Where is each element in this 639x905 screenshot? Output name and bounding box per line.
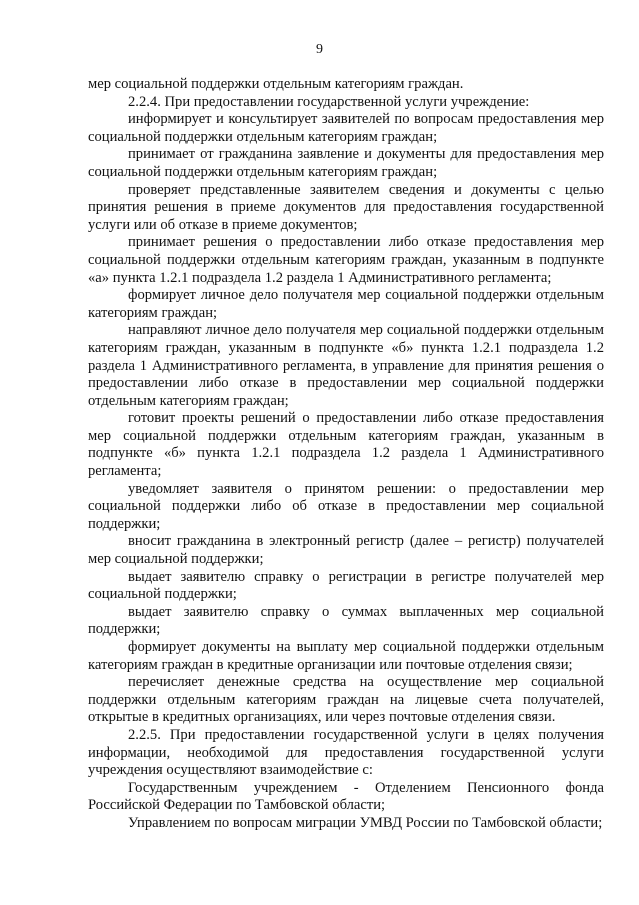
- paragraph: выдает заявителю справку о суммах выплаченных мер социальной поддержки;: [88, 603, 604, 638]
- paragraph: 2.2.4. При предоставлении государственной услуги учреждение:: [128, 93, 530, 110]
- paragraph: направляют личное дело получателя мер социальной поддержки отдельным категориям граждан, указанным в подпункте «б» пункта 1.2.1 подраздела 1.2 раздела 1 Административного регламента, в управление для принятия решения о предоставлении либо отказе в предоставлении мер социальной поддержки отдельным категориям граждан;: [88, 322, 604, 409]
- paragraph: уведомляет заявителя о принятом решении: о предоставлении мер социальной поддержки либо об отказе в предоставлении мер социальной поддержки;: [88, 480, 604, 532]
- paragraph: выдает заявителю справку о регистрации в регистре получателей мер социальной поддержки;: [88, 568, 604, 603]
- paragraph: Государственным учреждением - Отделением Пенсионного фонда Российской Федерации по Тамбовской области;: [88, 779, 604, 814]
- paragraph: проверяет представленные заявителем сведения и документы с целью принятия решения в приеме документов для предоставления государственной услуги или об отказе в приеме документов;: [88, 181, 604, 233]
- paragraph: Управлением по вопросам миграции УМВД России по Тамбовской области;: [128, 814, 603, 831]
- paragraph: перечисляет денежные средства на осуществление мер социальной поддержки отдельным категориям граждан на лицевые счета получателей, открытые в кредитных организациях, или через почтовые отделения связи.: [88, 674, 604, 726]
- paragraph: принимает решения о предоставлении либо отказе предоставления мер социальной поддержки отдельным категориям граждан, указанным в подпункте «а» пункта 1.2.1 подраздела 1.2 раздела 1 Административного регламента;: [88, 234, 604, 286]
- paragraph: вносит гражданина в электронный регистр (далее – регистр) получателей мер социальной поддержки;: [88, 533, 604, 568]
- paragraph: информирует и консультирует заявителей по вопросам предоставления мер социальной поддержки отдельным категориям граждан;: [88, 111, 604, 145]
- paragraph: готовит проекты решений о предоставлении либо отказе предоставления мер социальной поддержки отдельным категориям граждан, указанным в подпункте «б» пункта 1.2.1 подраздела 1.2 раздела 1 Административного регламента;: [88, 410, 604, 480]
- paragraph: 2.2.5. При предоставлении государственной услуги в целях получения информации, необходимой для предоставления государственной услуги учреждения осуществляют взаимодействие с:: [88, 726, 604, 779]
- paragraph: формирует документы на выплату мер социальной поддержки отдельным категориям граждан в кредитные организации или почтовые отделения связи;: [88, 639, 604, 673]
- page-number: 9: [316, 42, 323, 57]
- paragraph: принимает от гражданина заявление и документы для предоставления мер социальной поддержки отдельным категориям граждан;: [88, 146, 604, 180]
- paragraph: формирует личное дело получателя мер социальной поддержки отдельным категориям граждан;: [88, 287, 604, 321]
- document-body: [88, 76, 604, 833]
- paragraph: мер социальной поддержки отдельным категориям граждан.: [88, 76, 464, 92]
